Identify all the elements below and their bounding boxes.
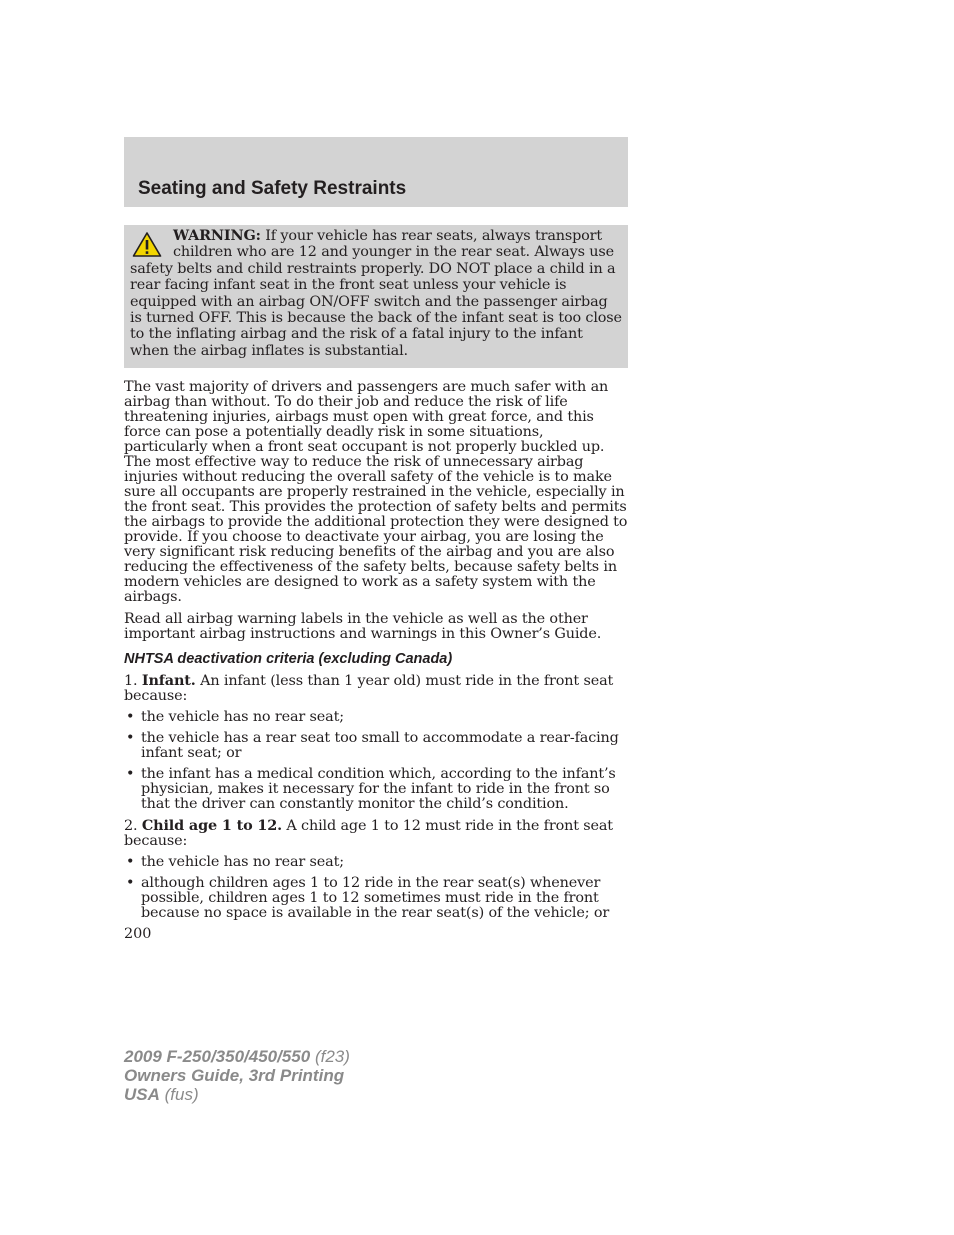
item-text: An infant (less than 1 year old) must ride in the front seat because:: [124, 673, 614, 704]
list-item: • the vehicle has a rear seat too small to accommodate a rear-facing infant seat; or: [126, 730, 619, 761]
item-number: 1.: [124, 673, 138, 689]
bullet-icon: •: [126, 730, 135, 746]
footer-print-info: [124, 1047, 350, 1104]
warning-text: [130, 228, 622, 359]
labels-paragraph: Read all airbag warning labels in the vehicle as well as the other important airbag instructions and warnings in this Owner’s Guide.: [124, 611, 602, 642]
section-title: Seating and Safety Restraints: [138, 178, 407, 199]
list-item: • although children ages 1 to 12 ride in the rear seat(s) whenever possible, children ages 1 to 12 sometimes must ride in the front because no space is available in the rear seat(s) of the vehicle; or: [126, 875, 610, 921]
item-term: Infant.: [141, 672, 196, 689]
item-text: A child age 1 to 12 must ride in the front seat because:: [124, 818, 613, 849]
list-item: • the vehicle has no rear seat;: [126, 709, 344, 725]
list-item: • the vehicle has no rear seat;: [126, 854, 344, 870]
criteria-item-child: [124, 818, 628, 849]
nhtsa-subheading: NHTSA deactivation criteria (excluding Canada): [124, 651, 453, 667]
child-bullet-list: [124, 855, 628, 921]
footer-market-line: USA (fus): [124, 1085, 199, 1104]
item-term: Child age 1 to 12.: [141, 817, 282, 834]
intro-paragraph: The vast majority of drivers and passengers are much safer with an airbag than without. To do their job and reduce the risk of life threatening injuries, airbags must open with great force, and this force can pose a potentially deadly risk in some situations, particularly when a front seat occupant is not properly buckled up. The most effective way to reduce the risk of unnecessary airbag injuries without reducing the overall safety of the vehicle is to make sure all occupants are properly restrained in the vehicle, especially in the front seat. This provides the protection of safety belts and permits the airbags to provide the additional protection they were designed to provide. If you choose to deactivate your airbag, you are losing the very significant risk reducing benefits of the airbag and you are also reducing the effectiveness of the safety belts, because safety belts in modern vehicles are designed to work as a safety system with the airbags.: [124, 379, 628, 605]
bullet-icon: •: [126, 875, 135, 891]
item-number: 2.: [124, 818, 138, 834]
section-header-band: [124, 137, 628, 207]
bullet-icon: •: [126, 854, 135, 870]
criteria-item-infant: [124, 673, 628, 704]
warning-label: WARNING:: [173, 227, 261, 244]
infant-bullet-list: [124, 710, 628, 812]
main-content: [124, 380, 628, 927]
list-item: • the infant has a medical condition which, according to the infant’s physician, makes it necessary for the infant to ride in the front so that the driver can constantly monitor the child’s condition.: [126, 766, 616, 812]
bullet-icon: •: [126, 709, 135, 725]
footer-model-line: 2009 F-250/350/450/550 (f23): [124, 1047, 350, 1066]
warning-body: If your vehicle has rear seats, always transport children who are 12 and younger in the rear seat. Always use safety belts and child restraints properly. DO NOT place a child in a rear facing infant seat in the front seat unless your vehicle is equipped with an airbag ON/OFF switch and the passenger airbag is turned OFF. This is because the back of the infant seat is too close to the inflating airbag and the risk of a fatal injury to the infant when the airbag inflates is substantial.: [130, 228, 622, 359]
warning-box: [124, 225, 628, 368]
footer-guide-line: Owners Guide, 3rd Printing: [124, 1066, 345, 1085]
bullet-icon: •: [126, 766, 135, 782]
page-number: 200: [124, 926, 152, 942]
